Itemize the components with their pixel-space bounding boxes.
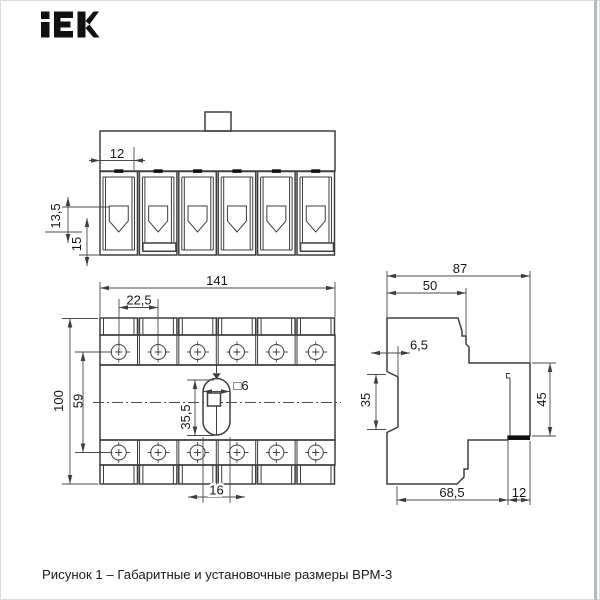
dim-label-side-45: 45 xyxy=(534,392,549,407)
dim-label-side-35: 35 xyxy=(358,392,373,408)
dim-side-35 xyxy=(358,375,386,430)
dim-label-plan-16: 16 xyxy=(209,482,224,498)
side-profile xyxy=(387,318,530,484)
top-tab xyxy=(205,112,231,131)
dim-front-12 xyxy=(89,146,145,170)
plan-view xyxy=(51,273,341,503)
dim-label-plan-square6: □6 xyxy=(233,378,249,393)
dim-side-45 xyxy=(532,363,556,436)
handle-cutout xyxy=(93,366,341,436)
figure-caption: Рисунок 1 – Габаритные и установочные размеры ВРМ-3 xyxy=(42,567,393,582)
dim-label-plan-100: 100 xyxy=(51,390,66,412)
page-edge-strip xyxy=(594,0,597,600)
dim-side-68-5 xyxy=(397,441,508,505)
dim-plan-22-5 xyxy=(119,293,158,351)
dim-label-side-12: 12 xyxy=(511,485,527,500)
dim-label-side-50: 50 xyxy=(422,278,438,293)
page-border xyxy=(1,1,600,600)
dim-label-front-13-5: 13,5 xyxy=(48,203,63,229)
side-view xyxy=(358,261,556,505)
dim-side-6-5 xyxy=(371,338,428,377)
dim-front-15 xyxy=(69,218,99,266)
square-shaft xyxy=(208,393,221,406)
dim-label-plan-35-5: 35,5 xyxy=(178,404,193,430)
dim-side-87 xyxy=(387,261,530,362)
front-view xyxy=(45,112,335,266)
top-terminal-band xyxy=(100,335,335,365)
front-body xyxy=(100,131,335,171)
dim-side-12 xyxy=(508,441,530,505)
dim-label-front-12: 12 xyxy=(109,146,125,161)
dim-label-front-15: 15 xyxy=(69,236,84,252)
dim-label-plan-141: 141 xyxy=(206,273,228,288)
dim-label-plan-22-5: 22,5 xyxy=(126,292,152,308)
iek-logo xyxy=(41,12,100,38)
bottom-terminal-band xyxy=(100,440,335,465)
dim-label-side-87: 87 xyxy=(452,261,468,276)
dim-side-50 xyxy=(387,278,466,335)
dim-label-side-6-5: 6,5 xyxy=(409,337,429,353)
terminal-cover-line xyxy=(507,374,511,437)
dim-plan-59 xyxy=(71,352,112,453)
dim-label-plan-59: 59 xyxy=(70,393,86,409)
dim-label-side-68-5: 68,5 xyxy=(439,485,465,500)
terminal-base xyxy=(508,436,530,440)
